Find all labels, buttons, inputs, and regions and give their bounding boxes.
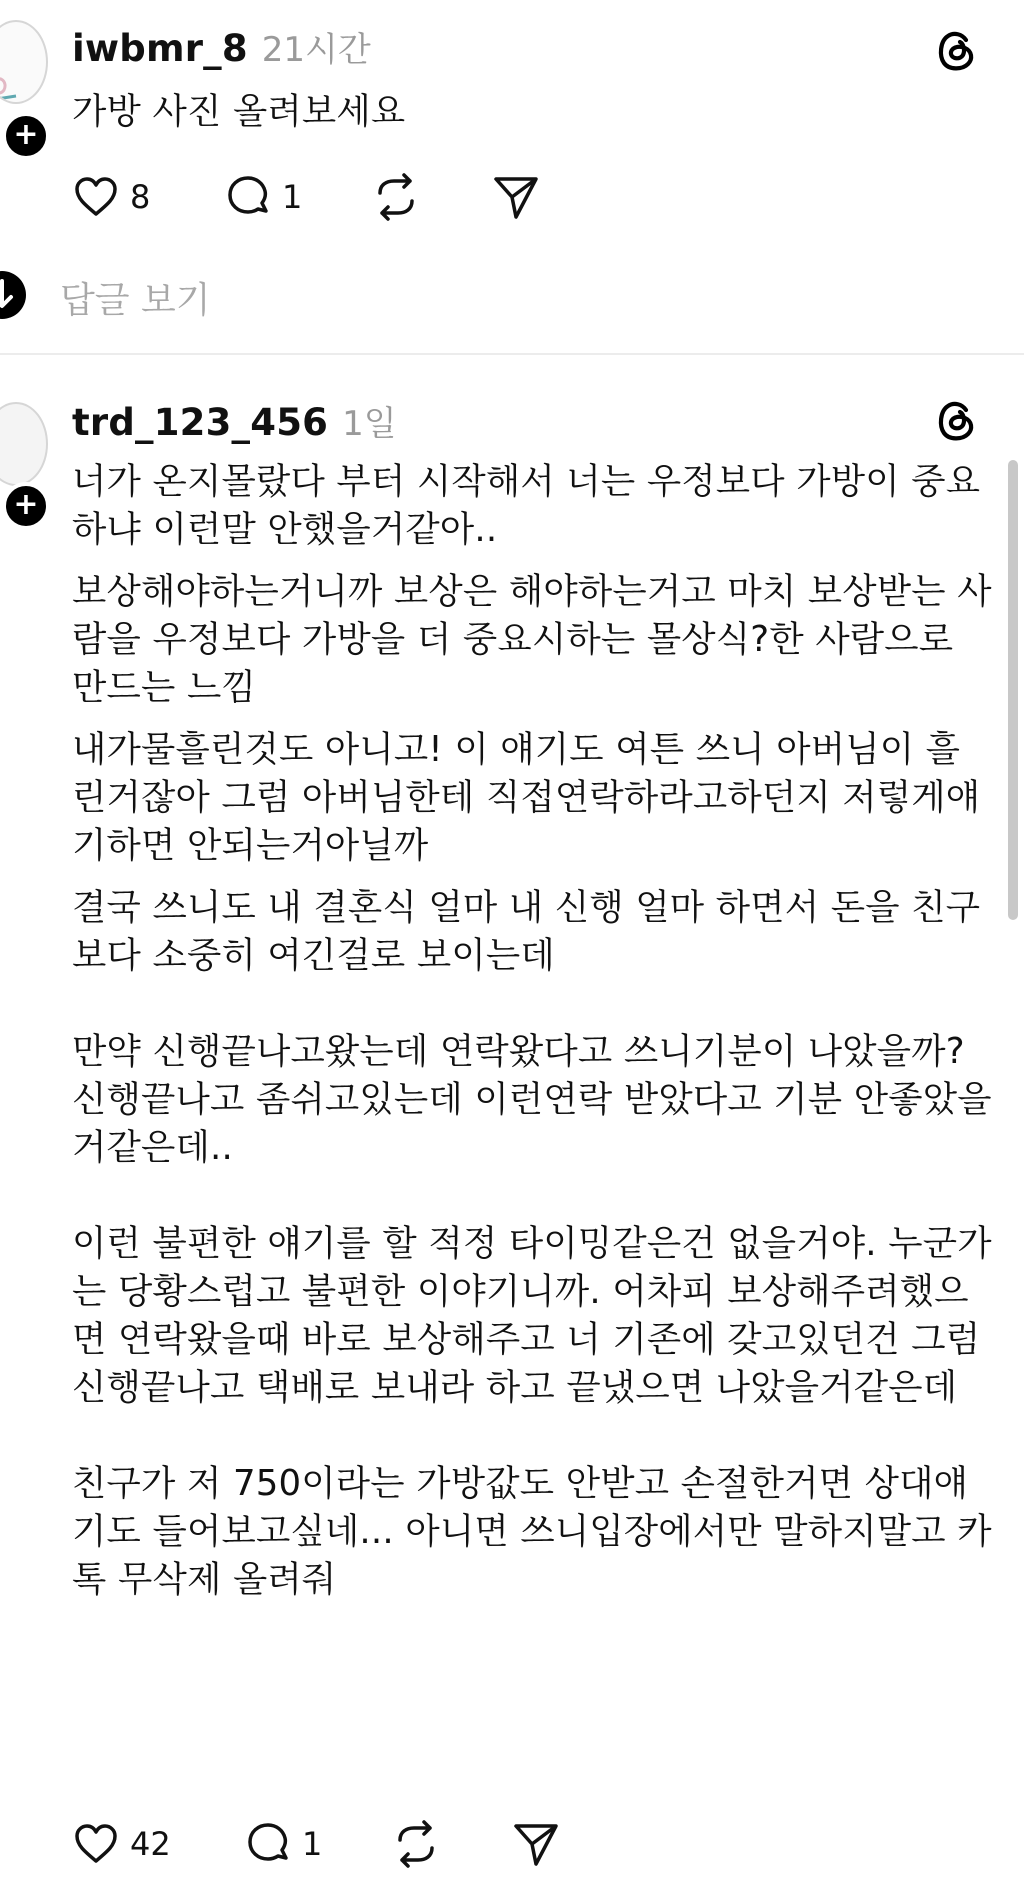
post-body: [72, 458, 992, 1604]
timestamp: 1일: [342, 404, 397, 444]
avatar[interactable]: [0, 20, 48, 104]
view-replies-link[interactable]: 답글 보기: [60, 280, 211, 321]
post-header: [72, 396, 397, 445]
threads-logo-icon[interactable]: [932, 26, 980, 74]
send-icon: [490, 171, 542, 223]
send-icon: [510, 1818, 562, 1870]
follow-plus-icon[interactable]: +: [2, 482, 50, 530]
post-paragraph: 보상해야하는거니까 보상은 해야하는거고 마치 보상받는 사람을 우정보다 가방을 더 중요시하는 몰상식?한 사람으로 만드는 느낌: [72, 571, 992, 708]
like-button[interactable]: [72, 1814, 171, 1874]
comment-button[interactable]: [244, 1814, 322, 1874]
heart-icon: [72, 173, 120, 221]
avatar[interactable]: [0, 402, 48, 486]
post-paragraph: 너가 온지몰랐다 부터 시작해서 너는 우정보다 가방이 중요하냐 이런말 안했을거같아..: [72, 461, 981, 550]
post-paragraph: 내가물흘린것도 아니고! 이 얘기도 여튼 쓰니 아버님이 흘린거잖아 그럼 아버님한테 직접연락하라고하던지 저렇게얘기하면 안되는거아닐까: [72, 729, 981, 866]
post-divider: [0, 353, 1024, 355]
post-text: 가방 사진 올려보세요: [72, 91, 406, 132]
avatar-image: [0, 22, 46, 102]
scrollbar[interactable]: [1008, 460, 1018, 920]
share-button[interactable]: [510, 1814, 562, 1874]
view-replies-icon[interactable]: [0, 271, 26, 319]
post-body: [72, 88, 1002, 136]
repost-icon: [390, 1818, 442, 1870]
post-paragraph: 결국 쓰니도 내 결혼식 얼마 내 신행 얼마 하면서 돈을 친구보다 소중히 여긴걸로 보이는데: [72, 887, 981, 976]
comment-icon: [244, 1820, 292, 1868]
username[interactable]: iwbmr_8: [72, 27, 248, 70]
follow-plus-icon[interactable]: +: [2, 112, 50, 160]
threads-logo-icon[interactable]: [932, 396, 980, 444]
comment-icon: [224, 173, 272, 221]
comment-button[interactable]: [224, 167, 302, 227]
like-count: 8: [130, 178, 151, 216]
post-paragraph: 친구가 저 750이라는 가방값도 안받고 손절한거면 상대얘기도 들어보고싶네... 아니면 쓰니입장에서만 말하지말고 카톡 무삭제 올려줘: [72, 1463, 992, 1600]
heart-icon: [72, 1820, 120, 1868]
post-header: [72, 22, 371, 71]
post-paragraph: 이런 불편한 얘기를 할 적정 타이밍같은건 없을거야. 누군가는 당황스럽고 불편한 이야기니까. 어차피 보상해주려했으면 연락왔을때 바로 보상해주고 너 기존에 갖고있던건 그럼 신행끝나고 택배로 보내라 하고 끝냈으면 나았을거같은데: [72, 1223, 992, 1408]
comment-count: 1: [302, 1825, 323, 1863]
comment-count: 1: [282, 178, 303, 216]
repost-button[interactable]: [390, 1814, 442, 1874]
repost-button[interactable]: [370, 167, 422, 227]
repost-icon: [370, 171, 422, 223]
like-button[interactable]: [72, 167, 150, 227]
post-paragraph: 만약 신행끝나고왔는데 연락왔다고 쓰니기분이 나았을까? 신행끝나고 좀쉬고있는데 이런연락 받았다고 기분 안좋았을거같은데..: [72, 1031, 992, 1168]
timestamp: 21시간: [261, 30, 371, 70]
username[interactable]: trd_123_456: [72, 401, 329, 444]
share-button[interactable]: [490, 167, 542, 227]
like-count: 42: [130, 1825, 171, 1863]
